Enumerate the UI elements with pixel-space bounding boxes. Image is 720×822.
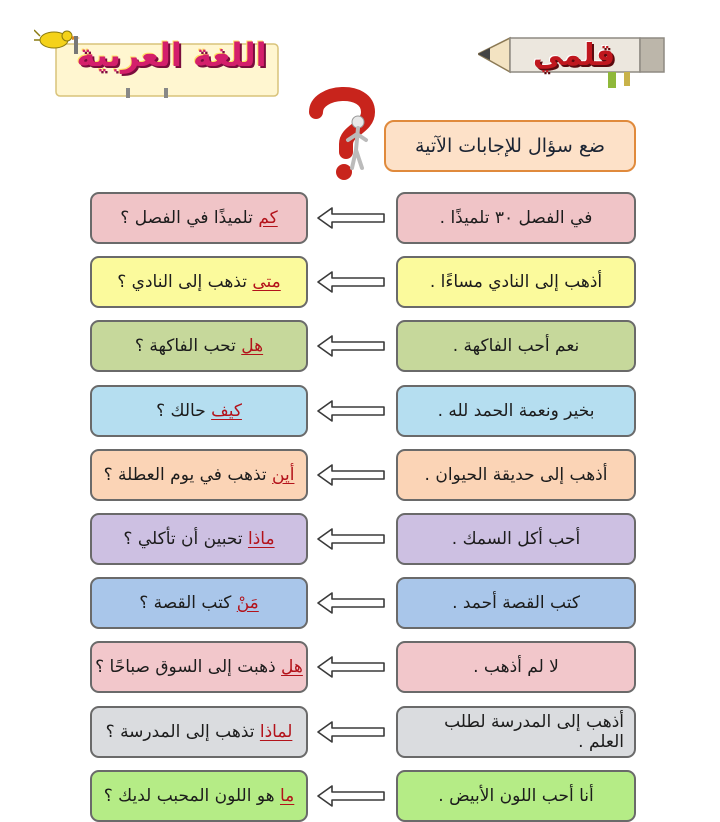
- question-box: [90, 385, 308, 437]
- answer-box: [396, 256, 636, 308]
- answer-box: [396, 770, 636, 822]
- question-box: [90, 577, 308, 629]
- arrow-left-icon: [316, 655, 388, 679]
- answer-box: [396, 513, 636, 565]
- question-box: [90, 256, 308, 308]
- answer-box: [396, 192, 636, 244]
- question-word: مَنْ: [236, 593, 259, 613]
- arrow-left-icon: [316, 784, 388, 808]
- answer-text: أذهب إلى المدرسة لطلب العلم .: [444, 712, 624, 752]
- question-text: تذهب في يوم العطلة ؟: [103, 465, 273, 485]
- question-text: كتب القصة ؟: [139, 593, 237, 613]
- answer-text: أحب أكل السمك .: [451, 529, 581, 549]
- question-text: تحبين أن تأكلي ؟: [123, 529, 248, 549]
- question-word: كم: [258, 208, 278, 228]
- question-word: متى: [252, 272, 281, 292]
- subject-title: [34, 26, 284, 100]
- question-text: تحب الفاكهة ؟: [134, 336, 242, 356]
- question-box: [90, 641, 308, 693]
- subject-name: اللغة العربية: [76, 36, 267, 74]
- question-box: [90, 320, 308, 372]
- arrow-left-icon: [316, 527, 388, 551]
- answer-box: [396, 385, 636, 437]
- answer-text: لا لم أذهب .: [473, 657, 559, 677]
- question-box: [90, 513, 308, 565]
- question-text: تلميذًا في الفصل ؟: [120, 208, 259, 228]
- question-text: ذهبت إلى السوق صباحًا ؟: [95, 657, 282, 677]
- arrow-left-icon: [316, 591, 388, 615]
- question-word: ماذا: [247, 529, 275, 549]
- instruction-text: ضع سؤال للإجابات الآتية: [414, 135, 606, 157]
- answer-text: كتب القصة أحمد .: [452, 593, 580, 613]
- question-text: حالك ؟: [156, 401, 212, 421]
- question-mark-icon: [302, 82, 382, 182]
- answer-text: نعم أحب الفاكهة .: [452, 336, 580, 356]
- question-word: لماذا: [259, 722, 293, 742]
- arrow-left-icon: [316, 206, 388, 230]
- answer-box: [396, 706, 636, 758]
- arrow-left-icon: [316, 720, 388, 744]
- question-text: هو اللون المحبب لديك ؟: [103, 786, 280, 806]
- question-text: تذهب إلى النادي ؟: [117, 272, 253, 292]
- arrow-left-icon: [316, 270, 388, 294]
- answer-box: [396, 320, 636, 372]
- question-word: كيف: [211, 401, 242, 421]
- instruction-box: [384, 120, 636, 172]
- arrow-left-icon: [316, 399, 388, 423]
- answer-text: أنا أحب اللون الأبيض .: [438, 786, 594, 806]
- answer-box: [396, 641, 636, 693]
- question-box: [90, 449, 308, 501]
- answer-text: أذهب إلى حديقة الحيوان .: [424, 465, 608, 485]
- brand-name: قلمي: [532, 38, 616, 73]
- answer-box: [396, 577, 636, 629]
- question-word: ما: [280, 786, 295, 806]
- arrow-left-icon: [316, 463, 388, 487]
- question-word: هل: [241, 336, 264, 356]
- answer-text: في الفصل ٣٠ تلميذًا .: [439, 208, 593, 228]
- arrow-left-icon: [316, 334, 388, 358]
- question-box: [90, 192, 308, 244]
- question-word: هل: [281, 657, 303, 677]
- question-text: تذهب إلى المدرسة ؟: [105, 722, 260, 742]
- answer-text: أذهب إلى النادي مساءًا .: [429, 272, 603, 292]
- question-box: [90, 706, 308, 758]
- answer-text: بخير ونعمة الحمد لله .: [437, 401, 595, 421]
- question-box: [90, 770, 308, 822]
- answer-box: [396, 449, 636, 501]
- brand-logo: [478, 28, 678, 90]
- question-word: أين: [272, 465, 295, 485]
